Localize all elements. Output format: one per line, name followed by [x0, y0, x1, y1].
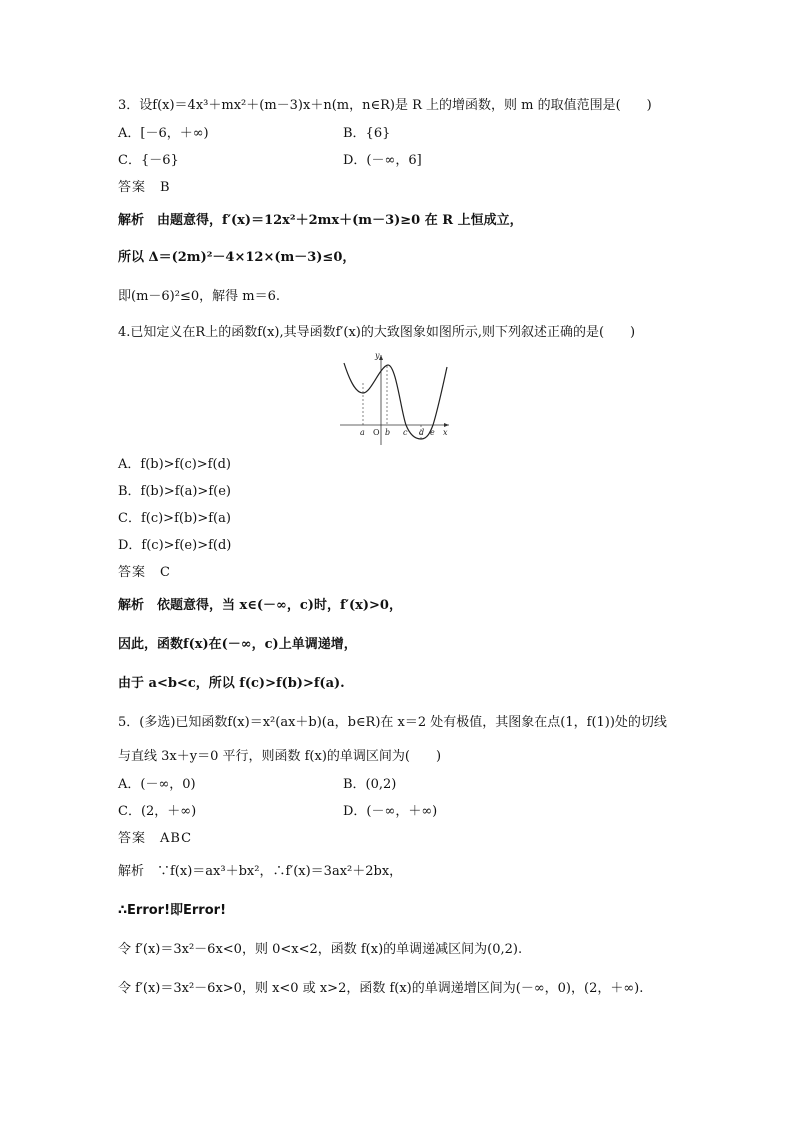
q5-option-a: A．(－∞，0) [118, 777, 196, 792]
label-d: d [419, 428, 425, 437]
q5-stem-1: 5．(多选)已知函数f(x)＝x²(ax＋b)(a，b∈R)在 x＝2 处有极值，其图象在点(1，f(1))处的切线 [118, 715, 667, 730]
q4-solution-1: 解析 依题意得，当 x∈(－∞，c)时，f′(x)>0， [118, 598, 402, 613]
q4-solution-3: 由于 a<b<c，所以 f(c)>f(b)>f(a). [118, 676, 345, 691]
label-b: b [385, 428, 391, 437]
label-a: a [360, 428, 365, 437]
q3-solution-1: 解析 由题意得，f′(x)＝12x²＋2mx＋(m－3)≥0 在 R 上恒成立， [118, 213, 523, 228]
q5-answer: 答案 ABC [118, 831, 193, 846]
label-y: y [375, 351, 380, 360]
q5-solution-3: 令 f′(x)＝3x²－6x<0，则 0<x<2，函数 f(x)的单调递减区间为(0,2). [118, 942, 523, 957]
x-axis-arrow [444, 423, 449, 427]
q4-answer: 答案 C [118, 565, 171, 580]
q4-option-b: B．f(b)>f(a)>f(e) [118, 484, 231, 499]
label-x: x [443, 428, 448, 437]
q3-stem: 3．设f(x)＝4x³＋mx²＋(m－3)x＋n(m，n∈R)是 R 上的增函数，则 m 的取值范围是( ) [118, 98, 652, 113]
q3-solution-3: 即(m－6)²≤0，解得 m＝6. [118, 289, 280, 304]
q5-option-d: D．(－∞，＋∞) [343, 804, 438, 819]
q3-option-c: C．{－6} [118, 153, 179, 168]
q4-stem: 4.已知定义在R上的函数f(x),其导函数f′(x)的大致图象如图所示,则下列叙述正确的是( ) [118, 325, 636, 340]
q3-option-a: A．[－6，＋∞) [118, 126, 209, 141]
q5-option-b: B．(0,2) [343, 777, 397, 792]
q4-option-a: A．f(b)>f(c)>f(d) [118, 457, 231, 472]
q5-solution-2: ∴Error!即Error! [118, 903, 226, 918]
label-c: c [403, 428, 408, 437]
y-axis-arrow [379, 355, 383, 360]
q3-answer: 答案 B [118, 180, 171, 195]
q5-option-c: C．(2，＋∞) [118, 804, 197, 819]
q3-option-d: D．(－∞，6] [343, 153, 422, 168]
label-e: e [430, 428, 435, 437]
q3-option-b: B．{6} [343, 126, 391, 141]
q4-option-c: C．f(c)>f(b)>f(a) [118, 511, 231, 526]
q4-solution-2: 因此，函数f(x)在(－∞，c)上单调递增， [118, 637, 357, 652]
q5-solution-1: 解析 ∵f(x)＝ax³＋bx²，∴f′(x)＝3ax²＋2bx， [118, 864, 403, 879]
q5-solution-4: 令 f′(x)＝3x²－6x>0，则 x<0 或 x>2，函数 f(x)的单调递增区间为(－∞，0)，(2，＋∞). [118, 981, 644, 996]
label-o: O [373, 428, 380, 437]
q5-stem-2: 与直线 3x＋y＝0 平行，则函数 f(x)的单调区间为( ) [118, 749, 442, 764]
q4-option-d: D．f(c)>f(e)>f(d) [118, 538, 232, 553]
q3-solution-2: 所以 Δ＝(2m)²－4×12×(m－3)≤0， [118, 250, 356, 265]
derivative-graph [335, 349, 455, 449]
